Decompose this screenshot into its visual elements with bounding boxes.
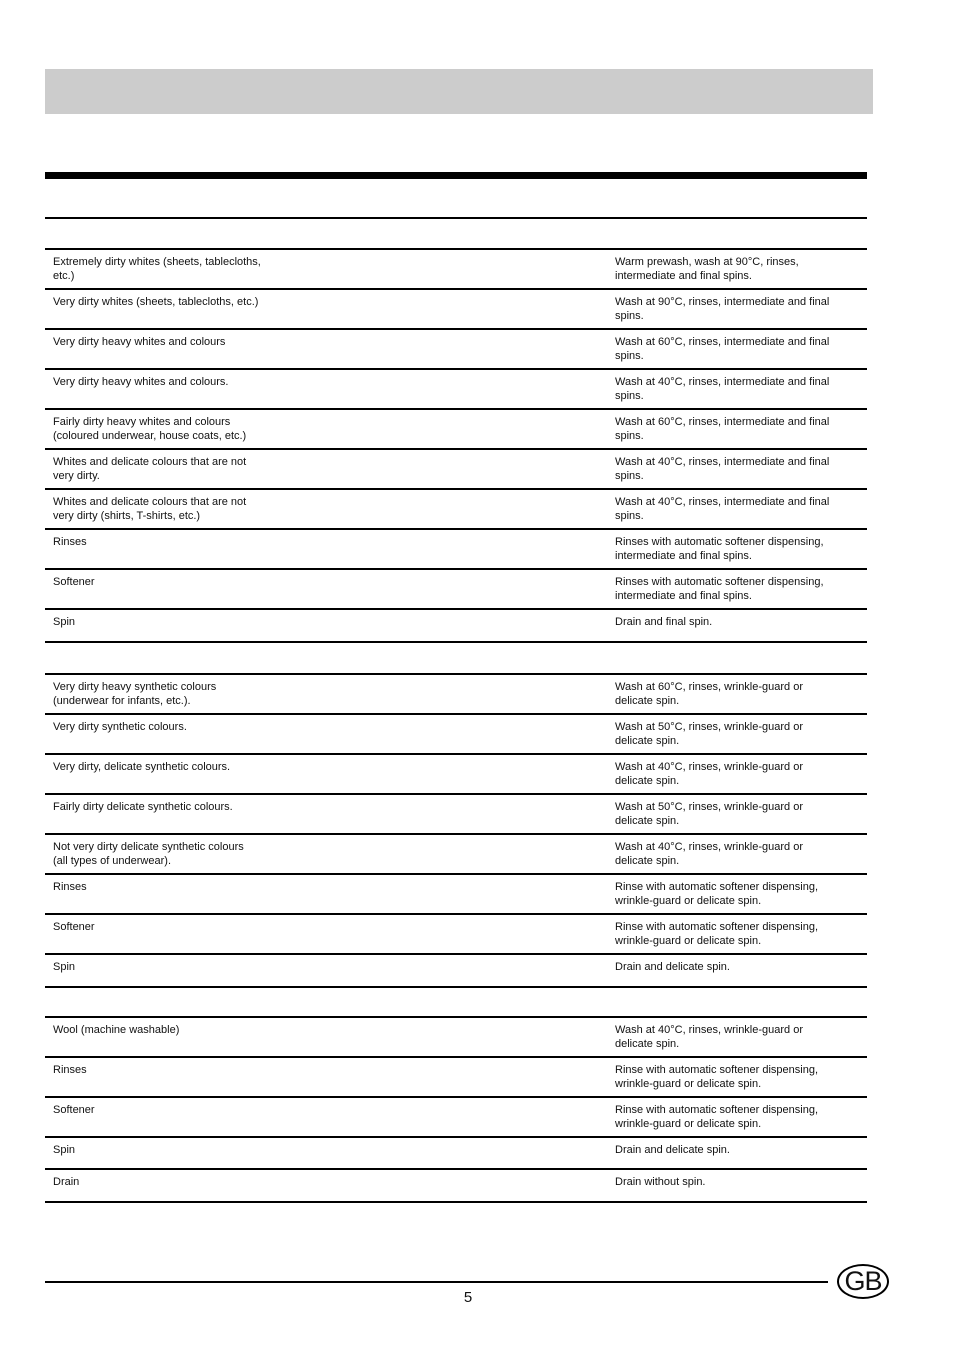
cycle-description: Warm prewash, wash at 90°C, rinses, intermediate and final spins.	[615, 256, 799, 282]
fabric-description: Spin	[53, 961, 76, 973]
row-rule	[45, 1201, 867, 1203]
fabric-description: Very dirty whites (sheets, tablecloths, etc.)	[53, 296, 259, 308]
fabric-description: Very dirty synthetic colours.	[53, 721, 187, 733]
fabric-description: Very dirty heavy synthetic colours (underwear for infants, etc.).	[53, 681, 217, 707]
cycle-description: Wash at 60°C, rinses, intermediate and final spins.	[615, 336, 830, 362]
page-number: 5	[463, 1289, 473, 1306]
cycle-description: Wash at 60°C, rinses, intermediate and final spins.	[615, 416, 830, 442]
row-rule	[45, 1136, 867, 1138]
cycle-description: Rinse with automatic softener dispensing, wrinkle-guard or delicate spin.	[615, 921, 818, 947]
row-rule	[45, 488, 867, 490]
row-rule	[45, 953, 867, 955]
row-rule	[45, 528, 867, 530]
cycle-description: Wash at 50°C, rinses, wrinkle-guard or delicate spin.	[615, 801, 804, 827]
cycle-description: Wash at 40°C, rinses, wrinkle-guard or delicate spin.	[615, 841, 804, 867]
cycle-description: Rinse with automatic softener dispensing, wrinkle-guard or delicate spin.	[615, 1064, 818, 1090]
row-rule	[45, 448, 867, 450]
cycle-description: Rinse with automatic softener dispensing, wrinkle-guard or delicate spin.	[615, 881, 818, 907]
cycle-description: Rinse with automatic softener dispensing, wrinkle-guard or delicate spin.	[615, 1104, 818, 1130]
cycle-description: Wash at 60°C, rinses, wrinkle-guard or delicate spin.	[615, 681, 804, 707]
row-rule	[45, 608, 867, 610]
fabric-description: Fairly dirty delicate synthetic colours.	[53, 801, 233, 813]
cycle-description: Rinses with automatic softener dispensing, intermediate and final spins.	[615, 536, 824, 562]
footer-rule	[45, 1281, 828, 1283]
row-rule	[45, 408, 867, 410]
fabric-description: Wool (machine washable)	[53, 1024, 180, 1036]
row-rule	[45, 1096, 867, 1098]
fabric-description: Softener	[53, 921, 95, 933]
row-rule	[45, 833, 867, 835]
row-rule	[45, 288, 867, 290]
row-rule	[45, 713, 867, 715]
fabric-description: Very dirty, delicate synthetic colours.	[53, 761, 231, 773]
cycle-description: Drain and delicate spin.	[615, 1144, 730, 1156]
fabric-description: Extremely dirty whites (sheets, tablecloths, etc.)	[53, 256, 261, 282]
cycle-description: Drain and delicate spin.	[615, 961, 730, 973]
cycle-description: Wash at 50°C, rinses, wrinkle-guard or delicate spin.	[615, 721, 804, 747]
row-rule	[45, 1168, 867, 1170]
fabric-description: Softener	[53, 576, 95, 588]
fabric-description: Rinses	[53, 536, 87, 548]
fabric-description: Whites and delicate colours that are not very dirty (shirts, T-shirts, etc.)	[53, 496, 247, 522]
row-rule	[45, 986, 867, 988]
cycle-description: Drain without spin.	[615, 1176, 706, 1188]
cycle-description: Wash at 40°C, rinses, wrinkle-guard or delicate spin.	[615, 1024, 804, 1050]
row-rule	[45, 568, 867, 570]
cycle-description: Wash at 40°C, rinses, intermediate and final spins.	[615, 376, 830, 402]
row-rule	[45, 913, 867, 915]
cycle-description: Rinses with automatic softener dispensing, intermediate and final spins.	[615, 576, 824, 602]
fabric-description: Fairly dirty heavy whites and colours (coloured underwear, house coats, etc.)	[53, 416, 247, 442]
row-rule	[45, 1056, 867, 1058]
row-rule	[45, 753, 867, 755]
fabric-description: Spin	[53, 616, 76, 628]
cycle-description: Wash at 40°C, rinses, intermediate and final spins.	[615, 456, 830, 482]
fabric-description: Softener	[53, 1104, 95, 1116]
cycle-description: Drain and final spin.	[615, 616, 713, 628]
table-header-rule	[45, 217, 867, 219]
fabric-description: Very dirty heavy whites and colours.	[53, 376, 229, 388]
row-rule	[45, 328, 867, 330]
cycle-description: Wash at 90°C, rinses, intermediate and final spins.	[615, 296, 830, 322]
header-banner	[45, 69, 873, 114]
title-rule	[45, 172, 867, 179]
fabric-description: Spin	[53, 1144, 76, 1156]
fabric-description: Rinses	[53, 881, 87, 893]
section-top-rule	[45, 1016, 867, 1018]
row-rule	[45, 873, 867, 875]
cycle-description: Wash at 40°C, rinses, intermediate and final spins.	[615, 496, 830, 522]
fabric-description: Drain	[53, 1176, 80, 1188]
section-top-rule	[45, 248, 867, 250]
cycle-description: Wash at 40°C, rinses, wrinkle-guard or delicate spin.	[615, 761, 804, 787]
fabric-description: Whites and delicate colours that are not very dirty.	[53, 456, 247, 482]
fabric-description: Very dirty heavy whites and colours	[53, 336, 226, 348]
row-rule	[45, 793, 867, 795]
section-top-rule	[45, 673, 867, 675]
fabric-description: Not very dirty delicate synthetic colours (all types of underwear).	[53, 841, 244, 867]
language-badge: GB	[837, 1264, 889, 1299]
row-rule	[45, 368, 867, 370]
row-rule	[45, 641, 867, 643]
fabric-description: Rinses	[53, 1064, 87, 1076]
